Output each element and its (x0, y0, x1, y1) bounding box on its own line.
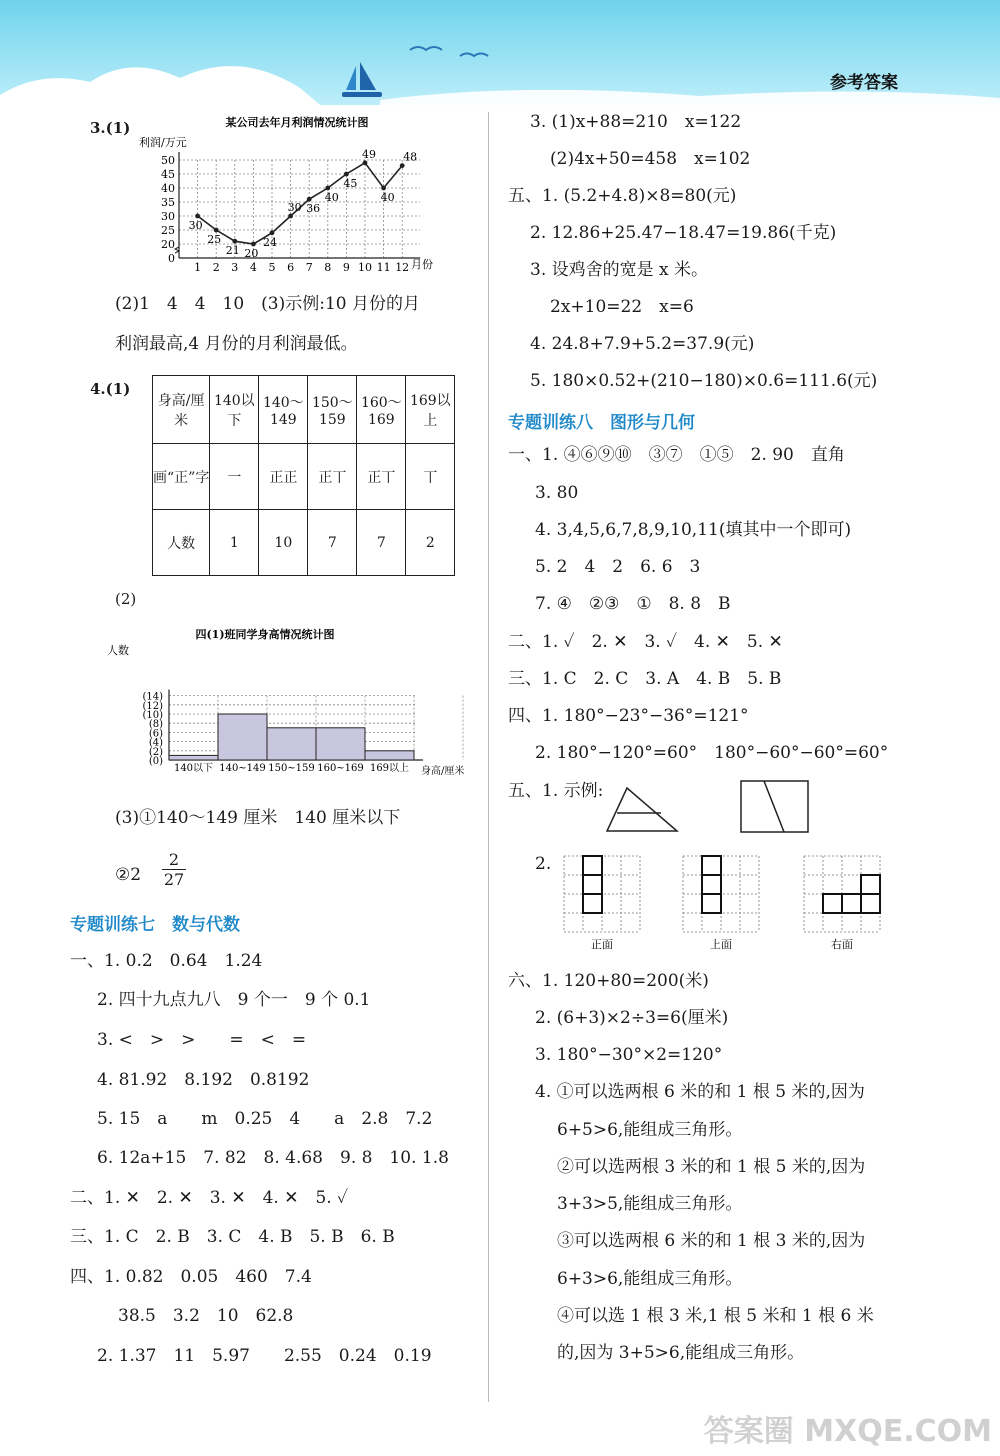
view-square (583, 856, 602, 875)
s6-line: 3+3>5,能组成三角形。 (557, 1194, 743, 1214)
s7-line: 6. 12a+15 7. 82 8. 4.68 9. 8 10. 1.8 (97, 1148, 449, 1168)
profit-line-chart (135, 112, 455, 274)
height-tally-table (152, 375, 455, 576)
s6-line: 2. (6+3)×2÷3=6(厘米) (535, 1008, 729, 1028)
chart2-ylabel: 人数 (107, 644, 129, 657)
rectangle-figure (740, 780, 810, 834)
data-label: 20 (244, 247, 259, 260)
data-point (325, 186, 330, 191)
data-label: 48 (403, 150, 418, 164)
s7-line: 3. < > > = < = (97, 1030, 307, 1050)
table-cell: 150～159 (308, 376, 357, 444)
chart2-xlabel: 身高/厘米 (421, 766, 465, 777)
y-tick-label: (14) (142, 691, 163, 703)
y-tick-label: (12) (142, 700, 163, 712)
data-point (214, 228, 219, 233)
data-point (195, 214, 200, 219)
x-tick-label: 140~149 (219, 763, 266, 774)
data-label: 36 (306, 202, 321, 216)
height-bar-chart (85, 622, 465, 792)
s6-line: 6+3>6,能组成三角形。 (557, 1269, 743, 1289)
table-cell: 2 (406, 510, 455, 576)
right-view-grid (804, 856, 880, 932)
view-square (583, 875, 602, 894)
view-square (842, 894, 861, 913)
view-square (702, 856, 721, 875)
s7-line: 38.5 3.2 10 62.8 (118, 1306, 294, 1326)
data-point (307, 197, 312, 202)
bar (218, 714, 267, 760)
s7-line: 5. 15 a m 0.25 4 a 2.8 7.2 (97, 1109, 433, 1129)
bar (169, 755, 218, 760)
chart1-ylabel: 利润/万元 (139, 136, 187, 149)
r-line: 3. 设鸡舍的宽是 x 米。 (530, 260, 709, 280)
y-tick-label: (8) (148, 719, 163, 731)
s7-line: 二、1. ✕ 2. ✕ 3. ✕ 4. ✕ 5. ✓ (70, 1188, 349, 1208)
data-point (288, 214, 293, 219)
data-label: 49 (362, 147, 376, 161)
q3-1-label: 3.(1) (90, 119, 131, 137)
section-7-title: 专题训练七 数与代数 (70, 915, 240, 935)
x-tick-label: 12 (395, 261, 410, 274)
r-line: 2x+10=22 x=6 (550, 297, 694, 317)
x-tick-label: 160~169 (317, 763, 364, 774)
table-cell: 正丅 (308, 444, 357, 510)
table-cell: 画“正”字 (153, 444, 210, 510)
x-tick-label: 8 (324, 261, 332, 274)
data-point (344, 172, 349, 177)
triangle-figure (605, 786, 680, 834)
s8-line: 3. 80 (535, 483, 579, 503)
table-cell: 169以上 (406, 376, 455, 444)
x-tick-label: 10 (358, 261, 372, 274)
chart2-title: 四(1)班同学身高情况统计图 (195, 628, 335, 641)
y-tick-label: 50 (161, 154, 175, 167)
y-tick-label: (10) (142, 710, 163, 721)
data-label: 30 (287, 201, 302, 214)
column-divider (488, 112, 489, 1402)
s6-line: 4. ①可以选两根 6 米的和 1 根 5 米的,因为 (535, 1082, 865, 1102)
y-tick-label: 40 (161, 182, 175, 195)
x-tick-label: 169以上 (369, 763, 410, 774)
s6-line: 6+5>6,能组成三角形。 (557, 1120, 743, 1140)
y-tick-label: 45 (161, 168, 175, 181)
s7-line: 4. 81.92 8.192 0.8192 (97, 1070, 310, 1090)
top-view-grid (683, 856, 759, 932)
s7-line: 三、1. C 2. B 3. C 4. B 5. B 6. B (70, 1227, 395, 1247)
data-label: 40 (380, 191, 395, 204)
s6-line: ④可以选 1 根 3 米,1 根 5 米和 1 根 6 米 (557, 1306, 874, 1326)
data-point (270, 230, 275, 235)
table-cell: 7 (357, 510, 406, 576)
data-label: 24 (263, 235, 277, 249)
front-view-grid (564, 856, 640, 932)
x-tick-label: 3 (231, 261, 239, 274)
s8-line: 5. 2 4 2 6. 6 3 (535, 557, 701, 577)
s7-line: 一、1. 0.2 0.64 1.24 (70, 951, 263, 971)
three-views-figure (558, 852, 898, 954)
bar (365, 751, 414, 760)
data-label: 40 (324, 191, 339, 204)
table-cell: 正正 (259, 444, 308, 510)
data-point (400, 163, 405, 168)
r-line: 五、1. (5.2+4.8)×8=80(元) (508, 186, 737, 206)
s8-line: 7. ④ ②③ ① 8. 8 B (535, 594, 731, 614)
s6-line: 的,因为 3+5>6,能组成三角形。 (557, 1343, 805, 1363)
s8-line: 四、1. 180°−23°−36°=121° (508, 706, 749, 726)
y-tick-label: (6) (148, 728, 163, 740)
x-tick-label: 1 (194, 261, 202, 274)
table-cell: 1 (210, 510, 259, 576)
r-line: 2. 12.86+25.47−18.47=19.86(千克) (530, 223, 837, 243)
answer-key-label: 参考答案 (830, 73, 898, 93)
s6-line: ③可以选两根 6 米的和 1 根 3 米的,因为 (557, 1231, 866, 1251)
q3-2-line-a: (2)1 4 4 10 (3)示例:10 月份的月 (115, 294, 421, 314)
bar (316, 728, 365, 760)
y-tick-label: 0 (168, 252, 175, 265)
fraction-numerator: 2 (168, 850, 180, 869)
x-tick-label: 11 (376, 261, 391, 274)
r-line: 3. (1)x+88=210 x=122 (530, 112, 742, 132)
r-line: 4. 24.8+7.9+5.2=37.9(元) (530, 334, 755, 354)
q4-2-label: (2) (115, 590, 137, 608)
s7-line: 2. 1.37 11 5.97 2.55 0.24 0.19 (97, 1346, 432, 1366)
table-cell: 身高/厘米 (153, 376, 210, 444)
q4-3b-prefix: ②2 (115, 865, 142, 885)
table-cell: 140～149 (259, 376, 308, 444)
s8-line: 4. 3,4,5,6,7,8,9,10,11(填其中一个即可) (535, 520, 852, 540)
q4-1-label: 4.(1) (90, 380, 131, 398)
table-cell: 丅 (406, 444, 455, 510)
watermark-logo: 答案圈 MXQE.COM (703, 1414, 992, 1449)
s8-line: 二、1. ✓ 2. ✕ 3. ✓ 4. ✕ 5. ✕ (508, 632, 783, 652)
y-tick-label: 30 (161, 210, 175, 223)
data-label: 21 (225, 244, 240, 258)
y-tick-label: 35 (161, 196, 175, 209)
section-8-title: 专题训练八 图形与几何 (508, 413, 695, 433)
q4-3-line: (3)①140～149 厘米 140 厘米以下 (115, 808, 401, 828)
s7-line: 四、1. 0.82 0.05 460 7.4 (70, 1267, 312, 1287)
view-square (583, 894, 602, 913)
axis-break-icon (175, 247, 179, 253)
y-tick-label: 25 (161, 224, 175, 237)
data-point (363, 160, 368, 165)
s8-line: 一、1. ④⑥⑨⑩ ③⑦ ①⑤ 2. 90 直角 (508, 445, 845, 465)
s6-line: ②可以选两根 3 米的和 1 根 5 米的,因为 (557, 1157, 866, 1177)
fraction-denominator: 27 (163, 870, 185, 889)
y-tick-label: (2) (148, 746, 163, 758)
data-label: 30 (188, 219, 203, 232)
header-banner (0, 0, 1000, 105)
table-cell: 140以下 (210, 376, 259, 444)
y-tick-label: (0) (148, 756, 163, 767)
view-label-right: 右面 (831, 938, 853, 951)
r-line: (2)4x+50=458 x=102 (550, 149, 751, 169)
bar (267, 728, 316, 760)
chart1-xlabel: 月份 (411, 258, 433, 271)
data-label: 25 (207, 233, 222, 246)
data-point (381, 186, 386, 191)
table-cell: 7 (308, 510, 357, 576)
data-point (232, 239, 237, 244)
view-square (861, 894, 880, 913)
x-tick-label: 2 (212, 261, 220, 274)
data-label: 45 (343, 177, 358, 190)
view-label-top: 上面 (710, 938, 732, 951)
r-line: 5. 180×0.52+(210−180)×0.6=111.6(元) (530, 371, 878, 391)
chart2-tick-labels (142, 692, 163, 767)
y-tick-label: (4) (148, 737, 163, 749)
view-square (823, 894, 842, 913)
y-tick-label: 20 (161, 238, 175, 251)
q5-1-label: 五、1. 示例: (508, 781, 604, 801)
data-point (251, 242, 256, 247)
s8-line: 三、1. C 2. C 3. A 4. B 5. B (508, 669, 782, 689)
table-cell: 160～169 (357, 376, 406, 444)
chart1-title: 某公司去年月利润情况统计图 (225, 116, 369, 129)
x-tick-label: 5 (268, 261, 276, 274)
table-cell: 一 (210, 444, 259, 510)
x-tick-label: 9 (342, 261, 350, 274)
s6-line: 3. 180°−30°×2=120° (535, 1045, 723, 1065)
view-label-front: 正面 (591, 938, 613, 951)
x-tick-label: 7 (305, 261, 313, 274)
view-square (702, 894, 721, 913)
x-tick-label: 140以下 (173, 763, 214, 774)
chart1-series (189, 148, 418, 260)
x-tick-label: 6 (287, 261, 295, 274)
q5-2-label: 2. (535, 854, 552, 874)
q3-2-line-b: 利润最高,4 月份的月利润最低。 (115, 334, 358, 354)
table-cell: 人数 (153, 510, 210, 576)
x-tick-label: 4 (249, 261, 257, 274)
view-square (702, 875, 721, 894)
fraction-2-27 (162, 850, 186, 889)
s6-line: 六、1. 120+80=200(米) (508, 971, 709, 991)
table-cell: 正丅 (357, 444, 406, 510)
x-tick-label: 150~159 (268, 763, 315, 774)
s7-line: 2. 四十九点九八 9 个一 9 个 0.1 (97, 990, 371, 1010)
s8-line: 2. 180°−120°=60° 180°−60°−60°=60° (535, 743, 889, 763)
view-square (861, 875, 880, 894)
table-cell: 10 (259, 510, 308, 576)
